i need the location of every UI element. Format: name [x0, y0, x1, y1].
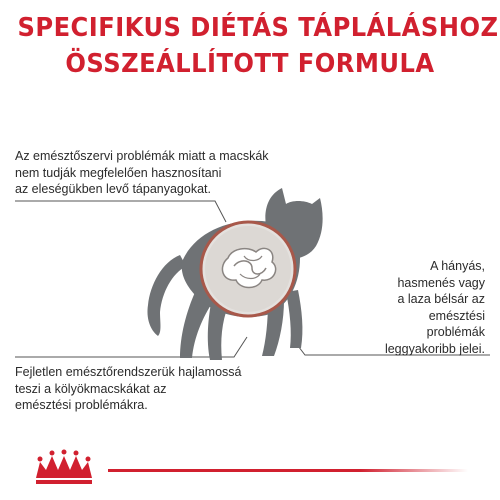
title-line-1: SPECIFIKUS DIÉTÁS TÁPLÁLÁSHOZ [17, 13, 499, 43]
footer-divider [108, 469, 468, 472]
title-line-2: ÖSSZEÁLLÍTOTT FORMULA [65, 49, 435, 79]
callout-right-line-2: hasmenés vagy [397, 275, 485, 290]
intestine-icon [201, 222, 295, 316]
callout-right-line-5: problémák [426, 325, 485, 339]
callout-right-line-4: emésztési [428, 308, 485, 323]
callout-right-line-1: A hányás, [430, 259, 485, 273]
callout-bottom-left-line-3: emésztési problémákra. [15, 398, 148, 412]
callout-bottom-left [15, 364, 242, 414]
callout-top-left [15, 148, 269, 198]
callout-right-line-6: leggyakoribb jelei. [384, 341, 485, 356]
callout-bottom-left-line-1: Fejletlen emésztőrendszerük hajlamossá [15, 365, 242, 379]
royal-crown-logo-icon [36, 450, 92, 485]
connector-line-top-left [15, 201, 226, 222]
callout-right-line-3: a laza bélsár az [397, 292, 485, 306]
callout-top-left-line-2: nem tudják megfelelően hasznosítani [15, 165, 222, 180]
callout-right [385, 258, 485, 357]
callout-top-left-line-1: Az emésztőszervi problémák miatt a macskák [15, 149, 269, 163]
callout-bottom-left-line-2: teszi a kölyökmacskákat az [15, 381, 167, 396]
callout-top-left-line-3: az eleségükben levő tápanyagokat. [15, 182, 211, 196]
